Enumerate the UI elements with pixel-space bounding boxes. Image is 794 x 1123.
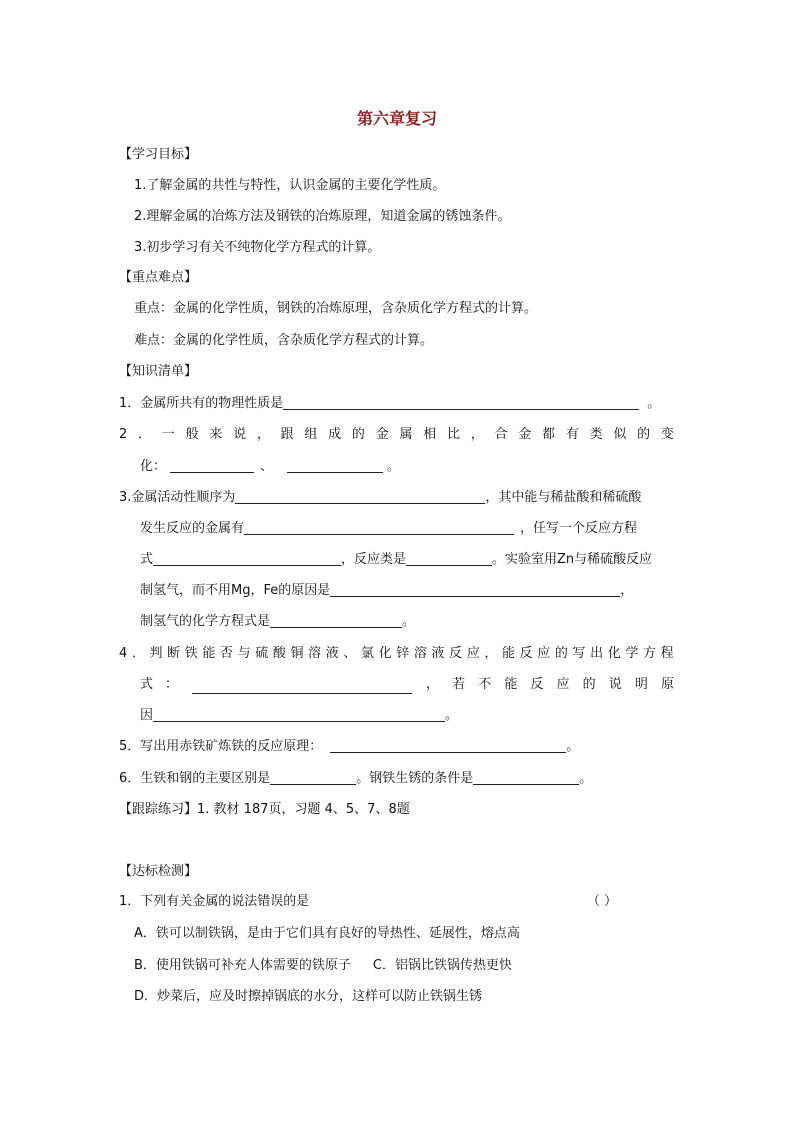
q2-char: 比 <box>446 427 460 442</box>
q2-char: 都 <box>542 427 556 442</box>
q4-line2-end <box>426 676 674 694</box>
q3-text: ， <box>620 583 634 598</box>
q4-char: 出 <box>590 646 604 661</box>
q4-char: 明 <box>634 677 648 692</box>
q6-text: 。钢铁生锈的条件是 <box>356 771 474 786</box>
q3-text: 。实验室用Zn与稀硫酸反应 <box>492 552 653 567</box>
difficult-point: 难点：金属的化学性质，含杂质化学方程式的计算。 <box>134 333 434 348</box>
q4-char: 溶 <box>413 646 427 661</box>
knowledge-q4-line2 <box>140 676 674 694</box>
q2-char: ， <box>470 427 484 442</box>
q3-blank-reaction-type[interactable] <box>406 551 492 566</box>
knowledge-q4-line3 <box>140 707 458 725</box>
practice-text: 1. 教材 187页，习题 4、5、7、8题 <box>197 802 410 817</box>
knowledge-q3-line1 <box>119 489 641 507</box>
q4-char: 判 <box>149 646 163 661</box>
q4-char: 能 <box>504 677 518 692</box>
q4-line2-start <box>140 676 178 694</box>
q4-char: 、 <box>343 646 357 661</box>
knowledge-q5 <box>119 738 579 756</box>
q4-char: 反 <box>519 646 533 661</box>
q4-char: 能 <box>202 646 216 661</box>
q4-char: 应 <box>556 677 570 692</box>
q4-char: 酸 <box>272 646 286 661</box>
q2-char: 的 <box>637 427 651 442</box>
q3-blank-reason[interactable] <box>330 582 620 597</box>
q4-char: 反 <box>449 646 463 661</box>
q4-text: 因 <box>140 708 154 723</box>
q2-char: 2 <box>119 427 128 442</box>
option-a: A．铁可以制铁锅，是由于它们具有良好的导热性、延展性，熔点高 <box>134 926 520 941</box>
q2-char: 合 <box>494 427 508 442</box>
q4-blank-reason[interactable] <box>153 707 445 722</box>
q1-blank[interactable] <box>283 395 639 410</box>
q3-text: 发生反应的金属有 <box>140 521 245 536</box>
q6-blank-rust-conditions[interactable] <box>473 770 579 785</box>
knowledge-q4-line1 <box>119 645 674 663</box>
q2-blank-2[interactable] <box>287 458 383 473</box>
q4-char: ： <box>164 677 178 692</box>
q4-char: 应 <box>537 646 551 661</box>
q4-char: 反 <box>530 677 544 692</box>
q3-text: 。 <box>402 614 416 629</box>
knowledge-q3-line2 <box>140 520 637 538</box>
q3-blank-equation[interactable] <box>153 551 341 566</box>
q2-char: ， <box>256 427 270 442</box>
q2-char: 似 <box>613 427 627 442</box>
q4-char: 铜 <box>290 646 304 661</box>
q5-end: 。 <box>566 739 580 754</box>
knowledge-q2-line2 <box>140 458 400 476</box>
option-d: D．炒菜后，应及时擦掉锅底的水分，这样可以防止铁锅生锈 <box>134 989 483 1004</box>
q2-char: 跟 <box>280 427 294 442</box>
q4-char: 4 <box>119 646 128 661</box>
goal-item-1: 1.了解金属的共性与特性，认识金属的主要化学性质。 <box>134 178 446 193</box>
q4-char: 若 <box>452 677 466 692</box>
goals-heading: 【学习目标】 <box>119 147 198 162</box>
q6-text: 6．生铁和钢的主要区别是 <box>119 771 271 786</box>
q6-blank-difference[interactable] <box>270 770 356 785</box>
q4-char: 铁 <box>184 646 198 661</box>
q2-text: 化： <box>140 459 167 474</box>
q4-char: 说 <box>608 677 622 692</box>
q4-char: 能 <box>502 646 516 661</box>
q4-char: 化 <box>378 646 392 661</box>
knowledge-heading: 【知识清单】 <box>119 364 198 379</box>
q2-char: 有 <box>565 427 579 442</box>
q4-char: ． <box>131 646 145 661</box>
q2-char: ． <box>138 427 152 442</box>
q4-char: 式 <box>140 677 154 692</box>
option-b-c-row <box>134 957 512 975</box>
q4-char: 程 <box>660 646 674 661</box>
q2-char: 的 <box>351 427 365 442</box>
q4-char: 氯 <box>361 646 375 661</box>
key-points-heading: 【重点难点】 <box>119 270 198 285</box>
q4-char: 学 <box>625 646 639 661</box>
q1-end: 。 <box>647 396 661 411</box>
q2-char: 一 <box>161 427 175 442</box>
page-title: 第六章复习 <box>356 109 437 128</box>
q4-char: 否 <box>220 646 234 661</box>
q2-sep: 、 <box>260 459 274 474</box>
important-point: 重点：金属的化学性质，钢铁的冶炼原理，含杂质化学方程式的计算。 <box>134 301 538 316</box>
q2-char: 变 <box>660 427 674 442</box>
q4-char: 的 <box>554 646 568 661</box>
q5-text: 5．写出用赤铁矿炼铁的反应原理： <box>119 739 323 754</box>
knowledge-q3-line3 <box>140 551 652 569</box>
q3-blank-sequence[interactable] <box>235 489 485 504</box>
q4-char: 写 <box>572 646 586 661</box>
q4-char: 与 <box>237 646 251 661</box>
q4-char: 不 <box>478 677 492 692</box>
q4-char: ， <box>484 646 498 661</box>
q2-char: 说 <box>233 427 247 442</box>
option-c: C．铝锅比铁锅传热更快 <box>372 958 512 973</box>
q2-char: 来 <box>209 427 223 442</box>
q3-text: 3.金属活动性顺序为 <box>119 490 236 505</box>
q4-blank-equation[interactable] <box>192 679 412 694</box>
answer-bracket[interactable]: （ ） <box>587 894 618 909</box>
q2-char: 组 <box>304 427 318 442</box>
q4-char: 液 <box>431 646 445 661</box>
practice-line <box>119 801 410 819</box>
check-q1: 1．下列有关金属的说法错误的是 <box>119 894 310 909</box>
q4-char: 的 <box>582 677 596 692</box>
q6-end: 。 <box>579 771 593 786</box>
q2-char: 相 <box>423 427 437 442</box>
q3-blank-metals[interactable] <box>244 520 514 535</box>
q4-char: 原 <box>660 677 674 692</box>
q2-char: 类 <box>589 427 603 442</box>
knowledge-q2-line1 <box>119 426 674 444</box>
q4-char: 溶 <box>308 646 322 661</box>
q4-char: 液 <box>325 646 339 661</box>
q3-blank-hydrogen-equation[interactable] <box>270 613 402 628</box>
q1-text: 1．金属所共有的物理性质是 <box>119 396 284 411</box>
q3-text: 制氢气的化学方程式是 <box>140 614 271 629</box>
q3-text: ，其中能与稀盐酸和稀硫酸 <box>485 490 642 505</box>
q4-char: 断 <box>167 646 181 661</box>
option-b: B．使用铁锅可补充人体需要的铁原子 <box>134 958 351 973</box>
q3-text: 式 <box>140 552 154 567</box>
q4-char: 锌 <box>396 646 410 661</box>
q2-char: 金 <box>375 427 389 442</box>
knowledge-q6 <box>119 770 592 788</box>
q2-char: 金 <box>518 427 532 442</box>
q4-char: 应 <box>466 646 480 661</box>
q4-char: 硫 <box>255 646 269 661</box>
q3-text: ，任写一个反应方程 <box>520 521 638 536</box>
q3-text: ，反应类是 <box>341 552 407 567</box>
q4-char: 化 <box>607 646 621 661</box>
check-heading: 【达标检测】 <box>119 864 198 879</box>
q3-text: 制氢气，而不用Mg，Fe的原因是 <box>140 583 331 598</box>
q2-char: 般 <box>185 427 199 442</box>
q4-end: 。 <box>445 708 459 723</box>
practice-heading: 【跟踪练习】 <box>119 802 198 817</box>
q2-char: 属 <box>399 427 413 442</box>
goal-item-3: 3.初步学习有关不纯物化学方程式的计算。 <box>134 240 381 255</box>
knowledge-q3-line4 <box>140 582 633 600</box>
knowledge-q3-line5 <box>140 613 415 631</box>
q2-end: 。 <box>387 459 401 474</box>
q5-blank[interactable] <box>330 738 566 753</box>
q4-char: ， <box>426 677 440 692</box>
q4-char: 方 <box>643 646 657 661</box>
knowledge-q1 <box>119 395 660 413</box>
q2-char: 成 <box>328 427 342 442</box>
q2-blank-1[interactable] <box>170 458 254 473</box>
goal-item-2: 2.理解金属的冶炼方法及钢铁的冶炼原理，知道金属的锈蚀条件。 <box>134 209 511 224</box>
